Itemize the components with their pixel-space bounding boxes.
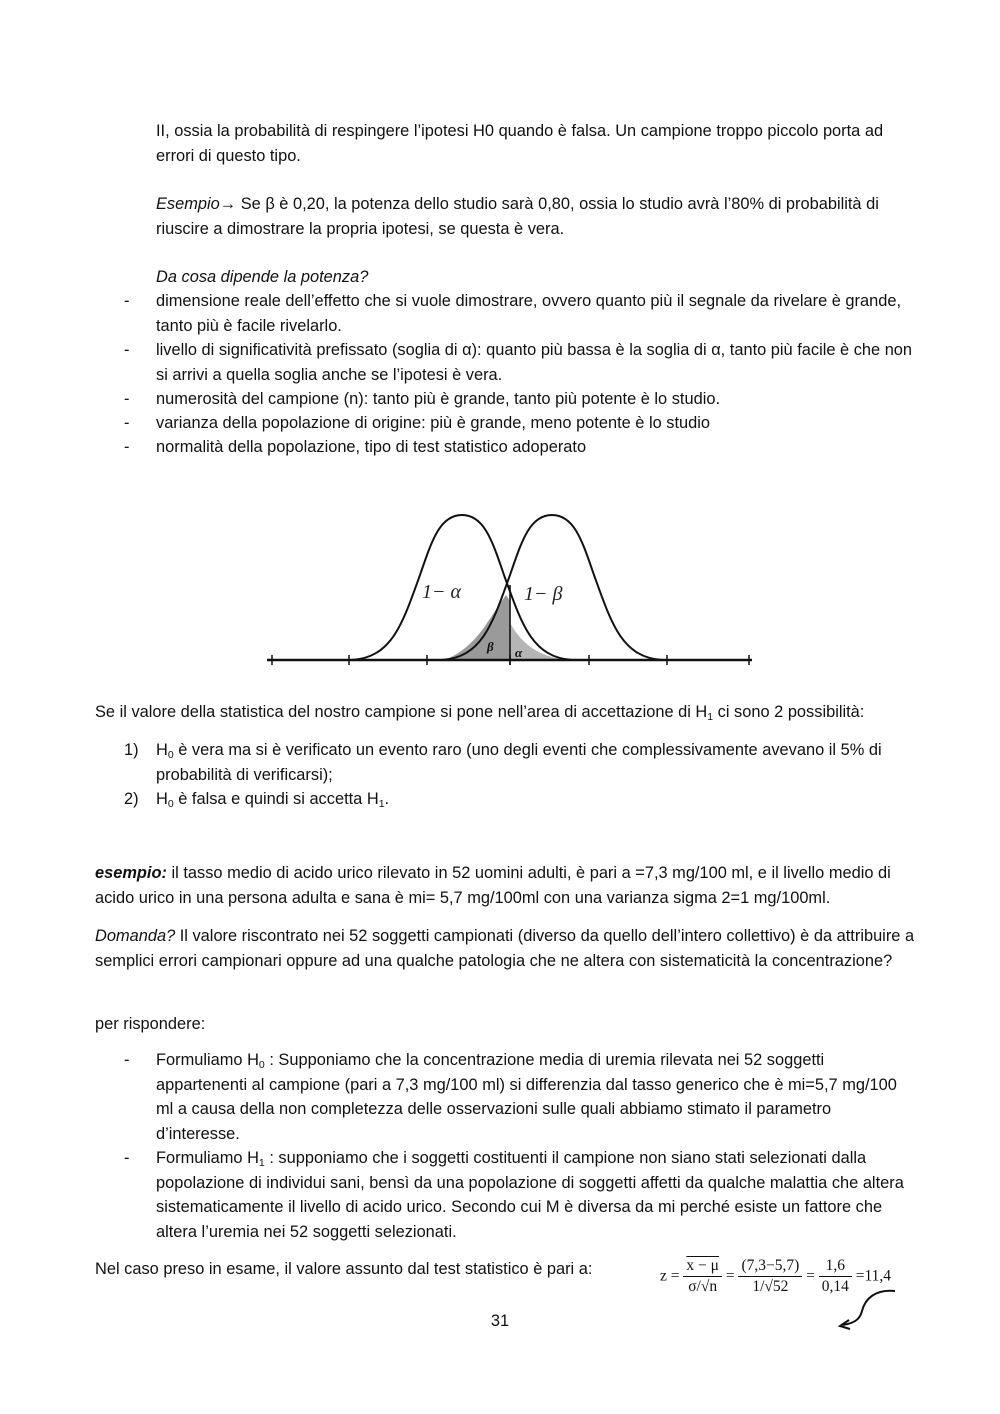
- bullet-dash: -: [124, 292, 130, 310]
- question-paragraph: Domanda? Il valore riscontrato nei 52 soggetti campionati (diverso da quello dell’intero collettivo) è da attribuire a semplici errori campionari oppure ad una qualche patologia che ne altera con sistematicità la concentrazione?: [95, 927, 915, 970]
- page-number: 31: [490, 1312, 510, 1330]
- example-text: Se β è 0,20, la potenza dello studio sarà 0,80, ossia lo studio avrà l’80% di probabilità di riuscire a dimostrare la propria ipotesi, se questa è vera.: [156, 195, 879, 238]
- hypothesis-h0: Formuliamo $H_0$ : Supponiamo che la concentrazione media di uremia rilevata nei 52 soggetti appartenenti al campione (pari a 7,3 mg/100 ml) si differenzia dal tasso generico che è mi=5,7 mg/100 ml a causa della non completezza delle osservazioni sulle quali abbiamo stimato il parametro d’interesse.: [156, 1051, 897, 1143]
- bullet-dash: -: [124, 341, 130, 359]
- list-item: $H_0$ è falsa e quindi si accetta $H_1$.: [156, 790, 390, 810]
- label-beta: β: [487, 639, 494, 654]
- z-formula: z = $\frac{x - \mu}{\sigma/√n}$ = $\frac{(7,3-5,7)}{1/√52}$ = $\frac{1,6}{0,14}$ =11,4: [660, 1257, 892, 1295]
- list-item: dimensione reale dell’effetto che si vuole dimostrare, ovvero quanto più il segnale da rivelare è grande, tanto più è facile rivelarlo.: [156, 292, 902, 335]
- question-potenza: Da cosa dipende la potenza?: [156, 268, 369, 286]
- list-item: livello di significatività prefissato (soglia di α): quanto più bassa è la soglia di α, tanto più facile è che non si arrivi a quella soglia anche se l’ipotesi è vera.: [156, 341, 913, 384]
- label-one-minus-alpha: 1− α: [422, 581, 461, 603]
- acceptance-paragraph: Se il valore della statistica del nostro campione si pone nell’area di accettazione di $H_1$ ci sono 2 possibilità:: [95, 703, 865, 723]
- power-distribution-figure: [262, 505, 757, 675]
- final-sentence: Nel caso preso in esame, il valore assunto dal test statistico è pari a:: [95, 1260, 593, 1278]
- example-urico-paragraph: esempio: il tasso medio di acido urico rilevato in 52 uomini adulti, è pari a =7,3 mg/100 ml, e il livello medio di acido urico in una persona adulta e sana è mi= 5,7 mg/100ml con una varianza sigma 2=1 mg/100ml.: [95, 864, 891, 907]
- bullet-dash: -: [124, 390, 130, 408]
- list-item: varianza della popolazione di origine: più è grande, meno potente è lo studio: [156, 414, 711, 432]
- list-number: 1): [124, 741, 139, 759]
- label-one-minus-beta: 1− β: [524, 583, 563, 605]
- list-item: normalità della popolazione, tipo di test statistico adoperato: [156, 438, 587, 456]
- intro-paragraph: II, ossia la probabilità di respingere l’ipotesi H0 quando è falsa. Un campione troppo piccolo porta ad errori di questo tipo.: [156, 122, 884, 165]
- bullet-dash: -: [124, 438, 130, 456]
- bullet-dash: -: [124, 1149, 130, 1167]
- list-item: $H_0$ è vera ma si è verificato un evento raro (uno degli eventi che complessivamente avevano il 5% di probabilità di verificarsi);: [156, 741, 882, 784]
- example-paragraph: [156, 192, 916, 241]
- list-item: numerosità del campione (n): tanto più è grande, tanto più potente è lo studio.: [156, 390, 721, 408]
- label-alpha: α: [515, 645, 523, 660]
- bullet-dash: -: [124, 414, 130, 432]
- per-rispondere: per rispondere:: [95, 1015, 206, 1033]
- hypothesis-h1: Formuliamo $H_1$ : supponiamo che i soggetti costituenti il campione non siano stati selezionati dalla popolazione di individui sani, bensì da una popolazione di soggetti affetti da qualche malattia che altera sistematicamente il livello di acido urico. Secondo cui M è diversa da mi perché esiste un fattore che altera l’uremia nei 52 soggetti selezionati.: [156, 1149, 904, 1241]
- bullet-dash: -: [124, 1051, 130, 1069]
- example-label: Esempio: [156, 195, 220, 213]
- arrow-icon: →: [219, 195, 237, 213]
- list-number: 2): [124, 790, 139, 808]
